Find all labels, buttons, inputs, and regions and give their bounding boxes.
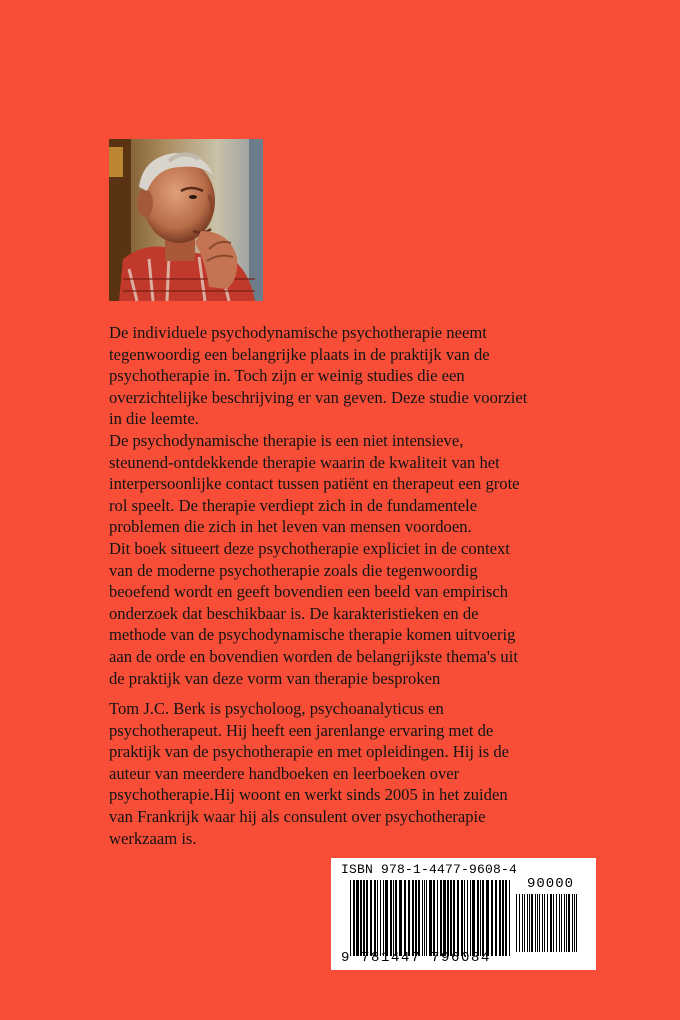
author-photo [109,139,263,301]
isbn-barcode [331,858,596,970]
ean-barcode-bars [349,880,511,956]
addon-barcode-bars [515,894,579,952]
author-bio: Tom J.C. Berk is psycholoog, psychoanalyticus en psychotherapeut. Hij heeft een jarenlange ervaring met de praktijk van de psychotherapie en met opleidingen. Hij is de auteur van meerdere handboeken en leerboeken over psychotherapie.Hij woont en werkt sinds 2005 in het zuiden van Frankrijk waar hij als consulent over psychotherapie werkzaam is. [109,699,509,848]
price-addon-digits: 90000 [527,876,575,892]
author-portrait-image [109,139,263,301]
isbn-label: ISBN 978-1-4477-9608-4 [341,862,518,877]
back-cover-blurb: De individuele psychodynamische psychotherapie neemt tegenwoordig een belangrijke plaats in de praktijk van de psychotherapie in. Toch zijn er weinig studies die een overzichtelijke beschrijving er van geven. Deze studie voorziet in die leemte. De psychodynamische therapie is een niet intensieve, steunend-ontdekkende therapie waarin de kwaliteit van het interpersoonlijke contact tussen patiënt en therapeut een grote rol speelt. De therapie verdiept zich in de fundamentele problemen die zich in het leven van mensen voordoen. Dit boek situeert deze psychotherapie expliciet in de context van de moderne psychotherapie zoals die tegenwoordig beoefend wordt en geeft bovendien een beeld van empirisch onderzoek dat beschikbaar is. De karakteristieken en de methode van de psychodynamische therapie komen uitvoerig aan de orde en bovendien worden de belangrijkste thema's uit de praktijk van deze vorm van therapie besproken [109,323,528,688]
ean-digits: 9 781447 796084 [341,950,492,966]
